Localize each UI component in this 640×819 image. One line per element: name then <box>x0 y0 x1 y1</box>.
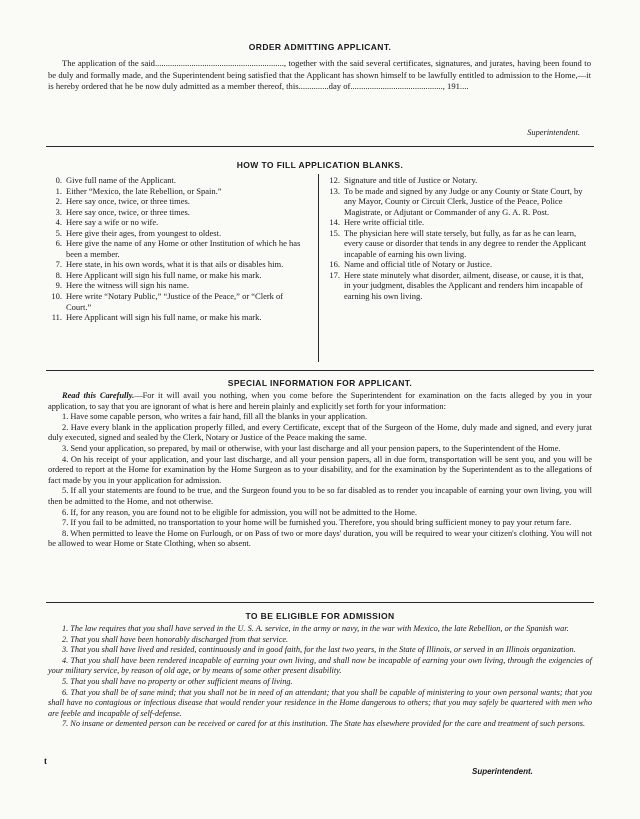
instruction-number: 2 . <box>48 196 62 207</box>
instruction-number: 10 . <box>48 291 62 302</box>
special-item: 3. Send your application, so prepared, by mail or otherwise, with your last discharge and all your pension papers, to the Superintendent of the Home. <box>62 443 561 453</box>
instruction-text: Here state, in his own words, what it is that ails or disables him. <box>66 259 284 270</box>
instruction-item <box>326 270 592 302</box>
instructions-right-list <box>326 175 592 302</box>
special-lead: Read this Carefully. <box>62 391 135 400</box>
instruction-number: 5 . <box>48 228 62 239</box>
instruction-item <box>48 270 310 281</box>
eligible-items <box>48 624 592 730</box>
instruction-number: 12 . <box>326 175 340 186</box>
instruction-text: To be made and signed by any Judge or any County or State Court, by any Mayor, County or Circuit Clerk, Justice of the Peace, Police Magistrate, or Adjutant or Commander of any G. A. R. Post. <box>344 185 583 217</box>
instruction-item <box>48 217 310 228</box>
instruction-item <box>48 259 310 270</box>
special-body <box>48 391 592 550</box>
instruction-text: Here say a wife or no wife. <box>66 217 159 228</box>
instruction-item <box>326 217 592 228</box>
instruction-number: 13 . <box>326 186 340 197</box>
instruction-text: Give full name of the Applicant. <box>66 175 176 185</box>
eligible-item: 3. That you shall have lived and resided, continuously and in good faith, for the last two years, in the State of Illinois, or served in an Illinois organization. <box>62 645 576 655</box>
instruction-number: 11 . <box>48 312 62 323</box>
special-item: 1. Have some capable person, who writes a fair hand, fill all the blanks in your application. <box>62 412 368 422</box>
instruction-text: The physician here will state tersely, but fully, as far as he can learn, every cause or disorder that tends in any degree to render the Applicant incapable of earning his own living. <box>344 227 587 259</box>
special-intro: —For it will avail you nothing, when you come before the Superintendent for examination on the facts alleged by you in your application, to say that you are ignorant of what is here and herein plainly and explicitly set forth for your information: <box>48 391 592 411</box>
eligible-body <box>48 624 592 730</box>
instruction-item <box>48 291 310 312</box>
instruction-number: 7 . <box>48 259 62 270</box>
instruction-item <box>326 186 592 218</box>
instruction-number: 0 . <box>48 175 62 186</box>
instruction-number: 9 . <box>48 280 62 291</box>
instructions-left-column <box>48 175 310 323</box>
instruction-text: Here Applicant will sign his full name, or make his mark. <box>66 269 262 280</box>
page-mark: t <box>44 756 47 766</box>
special-item: 4. On his receipt of your application, and your last discharge, and all your pension papers, all in due form, transportation will be sent you, and you will be ordered to report at the Home for examination by the Home Surgeon as to your disability, and for the examination by the Superintendent as to the allegations of fact made by you in your application for admission. <box>48 454 592 485</box>
special-item: 2. Have every blank in the application properly filled, and every Certificate, except that of the Surgeon of the Home, duly made and signed, and every jurat duly executed, signed and sealed by the Clerk, Notary or Justice of the Peace making the same. <box>48 422 592 443</box>
instruction-number: 3 . <box>48 207 62 218</box>
eligible-item: 1. The law requires that you shall have served in the U. S. A. service, in the army or navy, in the war with Mexico, the late Rebellion, or the Spanish war. <box>62 624 569 633</box>
instruction-item <box>48 312 310 323</box>
special-item: 5. If all your statements are found to be true, and the Surgeon found you to be so far disabled as to render you incapable of earning your own living, you will then be admitted to the Home, and not otherwise. <box>48 486 592 506</box>
instruction-text: Here give the name of any Home or other Institution of which he has been a member. <box>66 238 301 259</box>
instruction-number: 8 . <box>48 270 62 281</box>
eligible-item: 2. That you shall have been honorably discharged from that service. <box>62 634 289 644</box>
section-divider <box>46 602 594 603</box>
eligible-item: 6. That you shall be of sane mind; that you shall not be in need of an attendant; that you shall be capable of ministering to your own personal wants; that you shall have no contagious or infectious disease that would render your residence in the Home dangerous to others; that you may safely be quartered with men who are feeble and incapable of self-defense. <box>48 687 592 718</box>
special-intro-paragraph <box>48 391 592 412</box>
order-body: The application of the said............................................................, together with the said several certificates, signatures, and jurates, having been found to be duly and formally made, and the Superintendent being satisfied that the Applicant has shown himself to be lawfully entitled to admission to the Home,—it is hereby ordered that he be now duly admitted as a member thereof, this..............day of..........................................., 191.... <box>48 58 591 92</box>
instruction-item <box>48 238 310 259</box>
instruction-number: 1 . <box>48 186 62 197</box>
instruction-text: Either “Mexico, the late Rebellion, or Spain.” <box>66 185 222 196</box>
instruction-item <box>326 228 592 260</box>
instruction-number: 17 . <box>326 270 340 281</box>
instructions-right-column <box>326 175 592 302</box>
order-signature: Superintendent. <box>527 128 580 137</box>
column-divider <box>318 174 319 362</box>
special-items <box>48 412 592 550</box>
section-divider <box>46 146 594 147</box>
special-item: 7. If you fail to be admitted, no transportation to your home will be furnished you. Therefore, you should bring sufficient money to pay your return fare. <box>62 518 572 528</box>
instruction-text: Here give their ages, from youngest to oldest. <box>66 227 222 238</box>
eligible-item: 7. No insane or demented person can be received or cared for at this institution. The State has elsewhere provided for the care and treatment of such persons. <box>62 719 586 729</box>
instruction-text: Name and official title of Notary or Justice. <box>344 259 493 270</box>
instruction-text: Here the witness will sign his name. <box>66 280 189 291</box>
instruction-item <box>48 196 310 207</box>
instructions-title: HOW TO FILL APPLICATION BLANKS. <box>236 160 404 170</box>
instruction-number: 15 . <box>326 228 340 239</box>
eligible-item: 5. That you shall have no property or other sufficient means of living. <box>62 676 293 686</box>
eligible-title: TO BE ELIGIBLE FOR ADMISSION <box>245 611 395 621</box>
special-title: SPECIAL INFORMATION FOR APPLICANT. <box>227 378 413 388</box>
instruction-text: Here say once, twice, or three times. <box>66 206 190 217</box>
order-title: ORDER ADMITTING APPLICANT. <box>248 42 392 52</box>
instruction-item <box>48 186 310 197</box>
instruction-text: Here state minutely what disorder, ailment, disease, or cause, it is that, in your judgment, disables the Applicant and renders him incapable of earning his own living. <box>344 269 584 302</box>
instruction-text: Signature and title of Justice or Notary. <box>344 175 478 185</box>
eligible-signature: Superintendent. <box>472 767 533 776</box>
special-item: 6. If, for any reason, you are found not to be eligible for admission, you will not be admitted to the Home. <box>62 507 417 517</box>
instruction-number: 14 . <box>326 217 340 228</box>
instruction-item <box>48 207 310 218</box>
special-item: 8. When permitted to leave the Home on Furlough, or on Pass of two or more days' duration, you will be required to wear your citizen's clothing. You will not be allowed to wear Home or State Clothing, when so absent. <box>48 528 592 549</box>
instruction-text: Here say once, twice, or three times. <box>66 196 190 207</box>
instruction-item <box>48 228 310 239</box>
instruction-number: 16 . <box>326 259 340 270</box>
instruction-number: 6 . <box>48 238 62 249</box>
section-divider <box>46 370 594 371</box>
instruction-item <box>326 259 592 270</box>
instruction-item <box>48 280 310 291</box>
instruction-number: 4 . <box>48 217 62 228</box>
instruction-text: Here write official title. <box>344 217 425 228</box>
instruction-item <box>48 175 310 186</box>
eligible-item: 4. That you shall have been rendered incapable of earning your own living, and shall now be incapable of earning your own living, through the exigencies of your military service, by reason of old age, or by means of some other present disability. <box>48 655 592 676</box>
instruction-text: Here Applicant will sign his full name, or make his mark. <box>66 312 262 323</box>
instruction-text: Here write “Notary Public,” “Justice of the Peace,” or “Clerk of Court.” <box>66 291 284 312</box>
instruction-item <box>326 175 592 186</box>
instructions-left-list <box>48 175 310 323</box>
